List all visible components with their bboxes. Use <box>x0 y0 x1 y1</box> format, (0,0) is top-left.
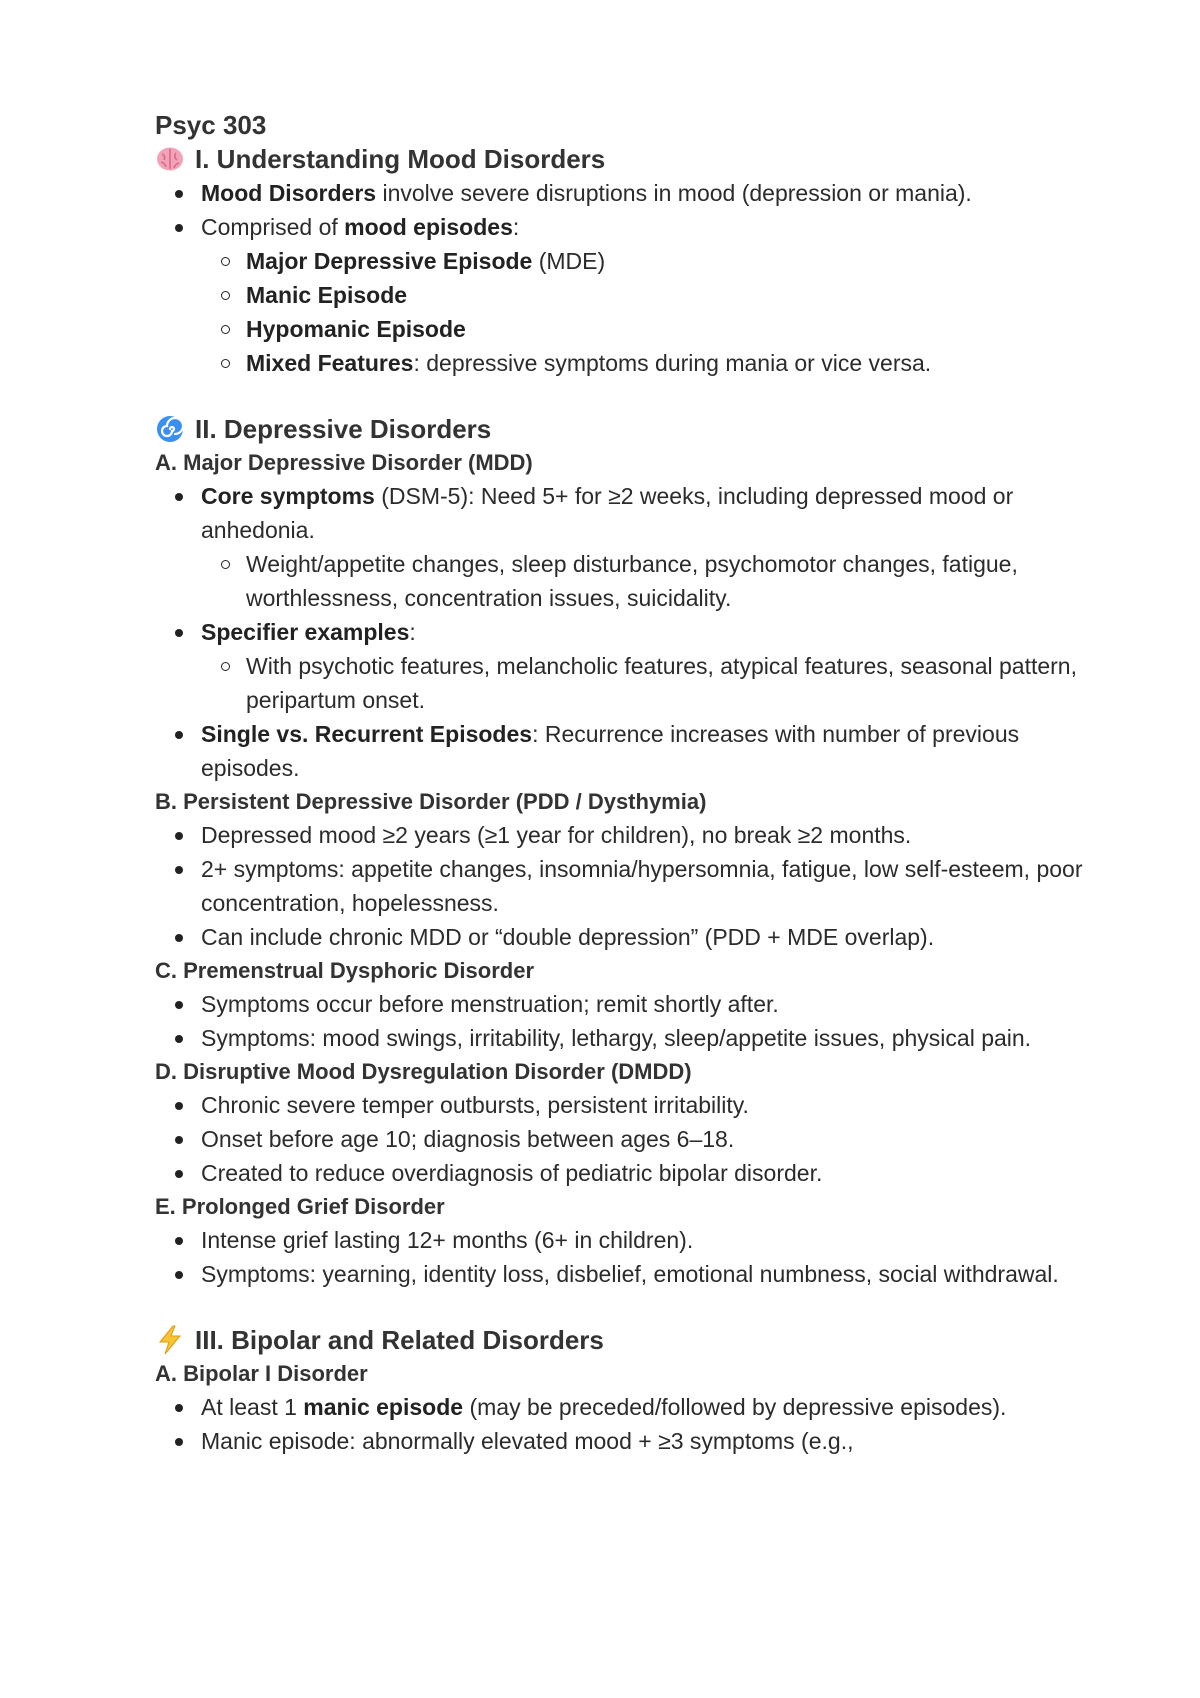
cyclone-icon <box>155 414 185 444</box>
bipolar1-list <box>155 1390 1100 1458</box>
subsection-bipolar1-title: A. Bipolar I Disorder <box>155 1361 368 1386</box>
list-item: Core symptoms (DSM-5): Need 5+ for ≥2 weeks, including depressed mood or anhedonia. Weight/appetite changes, sleep disturbance, psychomotor changes, fatigue, worthlessness, concentration issues, suicidality. <box>155 479 1100 615</box>
section-2-title: II. Depressive Disorders <box>195 414 492 444</box>
sub-list-item: Mixed Features: depressive symptoms during mania or vice versa. <box>201 346 1100 380</box>
list-item: Intense grief lasting 12+ months (6+ in children). <box>155 1223 1100 1257</box>
subsection-e-title: E. Prolonged Grief Disorder <box>155 1194 445 1219</box>
list-item: Symptoms: yearning, identity loss, disbelief, emotional numbness, social withdrawal. <box>155 1257 1100 1291</box>
episode-sublist <box>201 244 1100 380</box>
section-1-heading <box>155 142 1100 176</box>
list-item: Specifier examples: With psychotic features, melancholic features, atypical features, seasonal pattern, peripartum onset. <box>155 615 1100 717</box>
subsection-d-title: D. Disruptive Mood Dysregulation Disorder (DMDD) <box>155 1059 692 1084</box>
list-item: Symptoms: mood swings, irritability, lethargy, sleep/appetite issues, physical pain. <box>155 1021 1100 1055</box>
section-2-heading <box>155 412 1100 446</box>
section-1-list <box>155 176 1100 380</box>
sub-list-item: Major Depressive Episode (MDE) <box>201 244 1100 278</box>
list-item: Onset before age 10; diagnosis between ages 6–18. <box>155 1122 1100 1156</box>
section-1-title: I. Understanding Mood Disorders <box>195 144 606 174</box>
pdd-list <box>155 818 1100 954</box>
section-3-heading <box>155 1323 1100 1357</box>
brain-icon <box>155 144 185 174</box>
specifier-sublist <box>201 649 1100 717</box>
list-item: Comprised of mood episodes: Major Depressive Episode (MDE) Manic Episode Hypomanic Episode Mixed Features: depressive symptoms during mania or vice versa. <box>155 210 1100 380</box>
sub-list-item: Hypomanic Episode <box>201 312 1100 346</box>
list-item: Created to reduce overdiagnosis of pediatric bipolar disorder. <box>155 1156 1100 1190</box>
pmdd-list <box>155 987 1100 1055</box>
mdd-list <box>155 479 1100 785</box>
list-item: Mood Disorders involve severe disruptions in mood (depression or mania). <box>155 176 1100 210</box>
list-item: Single vs. Recurrent Episodes: Recurrence increases with number of previous episodes. <box>155 717 1100 785</box>
section-3-title: III. Bipolar and Related Disorders <box>195 1325 604 1355</box>
mdd-symptoms-sublist <box>201 547 1100 615</box>
list-item: Depressed mood ≥2 years (≥1 year for children), no break ≥2 months. <box>155 818 1100 852</box>
dmdd-list <box>155 1088 1100 1190</box>
sub-list-item: Weight/appetite changes, sleep disturbance, psychomotor changes, fatigue, worthlessness, concentration issues, suicidality. <box>201 547 1100 615</box>
sub-list-item: Manic Episode <box>201 278 1100 312</box>
subsection-a-title: A. Major Depressive Disorder (MDD) <box>155 450 533 475</box>
grief-list <box>155 1223 1100 1291</box>
sub-list-item: With psychotic features, melancholic features, atypical features, seasonal pattern, peripartum onset. <box>201 649 1100 717</box>
document-title: Psyc 303 <box>155 110 267 140</box>
list-item: 2+ symptoms: appetite changes, insomnia/hypersomnia, fatigue, low self-esteem, poor concentration, hopelessness. <box>155 852 1100 920</box>
list-item: Chronic severe temper outbursts, persistent irritability. <box>155 1088 1100 1122</box>
subsection-b-title: B. Persistent Depressive Disorder (PDD / Dysthymia) <box>155 789 707 814</box>
list-item: Manic episode: abnormally elevated mood + ≥3 symptoms (e.g., <box>155 1424 1100 1458</box>
list-item: At least 1 manic episode (may be preceded/followed by depressive episodes). <box>155 1390 1100 1424</box>
list-item: Symptoms occur before menstruation; remit shortly after. <box>155 987 1100 1021</box>
list-item: Can include chronic MDD or “double depression” (PDD + MDE overlap). <box>155 920 1100 954</box>
lightning-icon <box>155 1325 185 1355</box>
subsection-c-title: C. Premenstrual Dysphoric Disorder <box>155 958 535 983</box>
